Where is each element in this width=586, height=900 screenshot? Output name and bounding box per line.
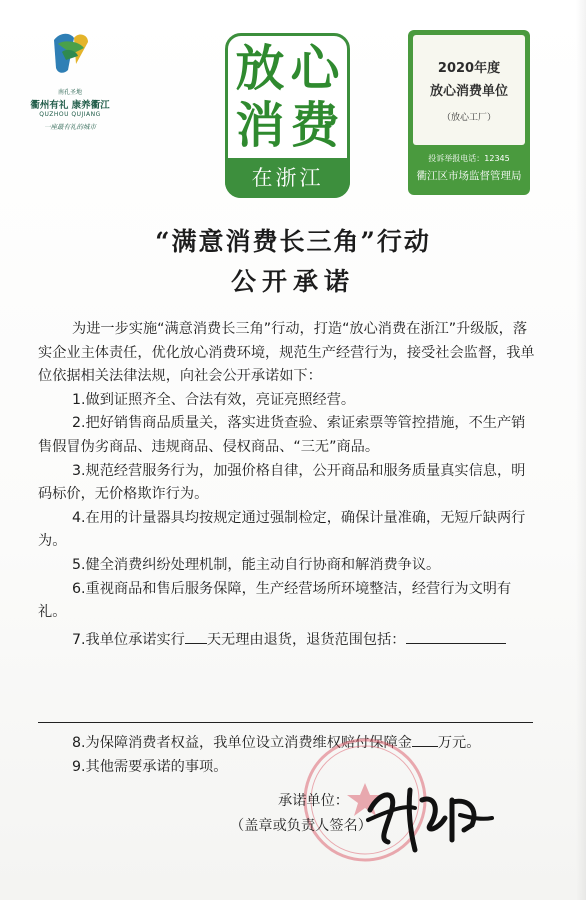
return-scope-blank [406,629,506,644]
brand-char: 消 [235,96,285,154]
city-pinyin: QUZHOU QUJIANG [39,111,101,118]
commitment-item-9: 9.其他需要承诺的事项。 [72,758,228,775]
city-small-text: 南孔圣地 [57,89,82,96]
brand-char: 心 [290,39,340,97]
badge-subtitle: （放心工厂） [441,113,496,123]
return-scope-line [38,722,533,723]
handwritten-signature-icon [360,770,510,865]
intro-paragraph: 为进一步实施“满意消费长三角”行动，打造“放心消费在浙江”升级版，落实企业主体责任，优化放心消费环境，规范生产经营行为，接受社会监督，我单位依据相关法律法规，向社会公开承诺如下： [38,321,535,385]
item7-middle: 天无理由退货，退货范围包括： [206,631,406,648]
city-emblem-icon [48,30,92,80]
city-logo [20,30,120,130]
city-slogan: 衢州有礼 康养衢江 [30,100,110,111]
commitment-item: 2.把好销售商品质量关，落实进货查验、索证索票等管控措施，不生产销售假冒伪劣商品、违规商品、侵权商品、“三无”商品。 [38,415,526,455]
item8-prefix: 8.为保障消费者权益，我单位设立消费维权赔付保障金 [72,735,412,751]
commitment-item: 6.重视商品和售后服务保障，生产经营场所环境整洁，经营行为文明有礼。 [38,580,512,621]
commitment-body [38,318,538,652]
return-days-blank [185,629,207,644]
badge-year: 2020年度 [437,61,501,76]
commitment-item: 3.规范经营服务行为，加强价格自律，公开商品和服务质量真实信息，明码标价，无价格欺诈行为。 [38,462,526,503]
document-title: “满意消费长三角”行动 [155,227,431,256]
brand-char: 费 [290,96,340,154]
brand-char: 放 [235,39,285,97]
commitment-item-8 [38,732,538,756]
badge-organization: 衢江区市场监督管理局 [416,170,522,182]
brand-bottom-text: 在浙江 [225,158,350,198]
certification-badge [408,30,530,195]
commitment-item-7 [38,629,538,653]
commitment-item: 1.做到证照齐全、合法有效，亮证亮照经营。 [72,391,356,408]
document-subtitle: 公开承诺 [230,267,355,296]
signature-note: （盖章或负责人签名） [230,818,372,834]
badge-panel [413,35,525,145]
item7-prefix: 7.我单位承诺实行 [72,631,185,648]
brand-logo [225,33,350,198]
paper-shadow [576,0,586,900]
badge-title: 放心消费单位 [429,84,508,99]
commitment-item: 4.在用的计量器具均按规定通过强制检定，确保计量准确，无短斤缺两行为。 [38,509,526,550]
badge-hotline: 投诉举报电话：12345 [428,154,510,163]
city-motto: 一座最有礼的城市 [44,123,96,131]
commitment-item: 5.健全消费纠纷处理机制，能主动自行协商和解消费争议。 [72,556,441,573]
item8-suffix: 万元。 [437,735,481,751]
signatory-label: 承诺单位： [278,793,349,809]
